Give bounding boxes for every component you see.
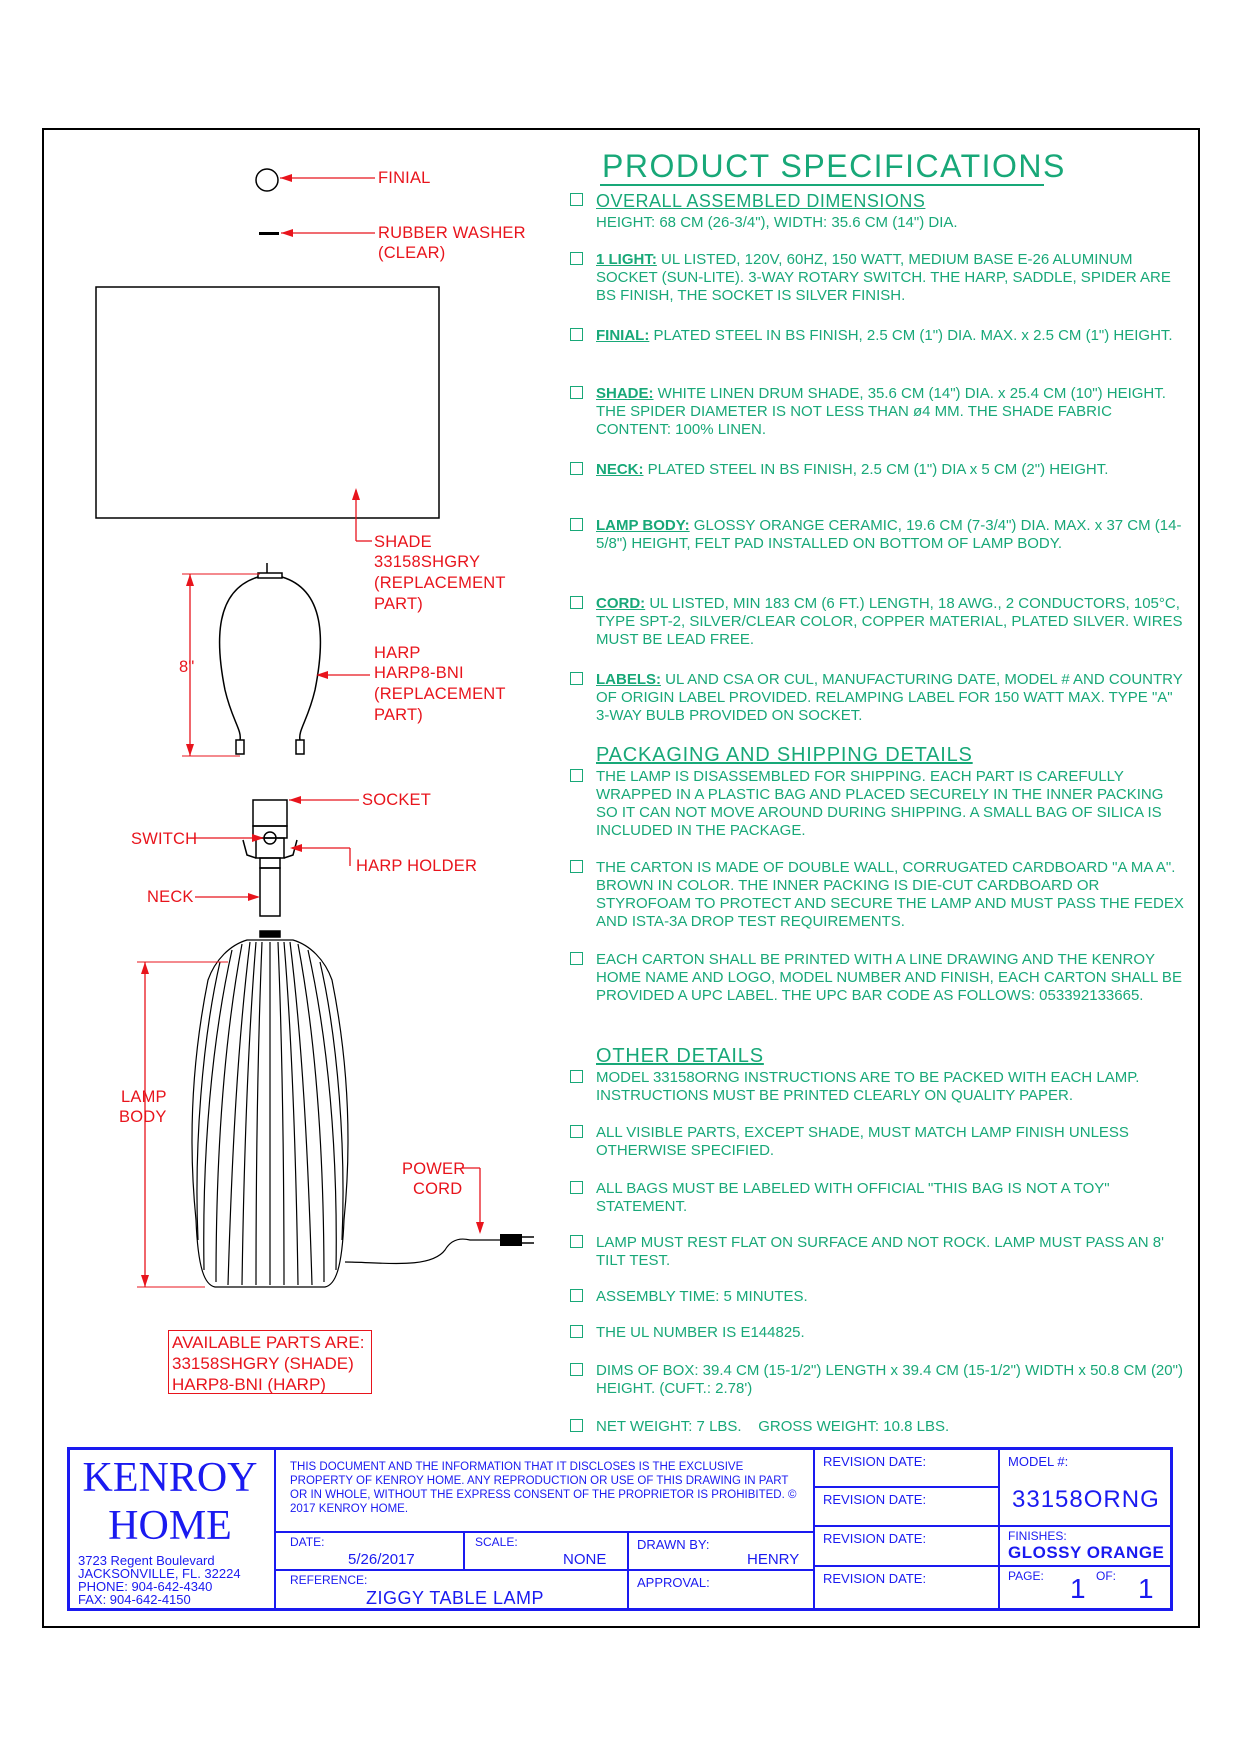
spec-item-light [570,251,1190,307]
company-address-1: 3723 Regent Boulevard [78,1553,215,1568]
checkbox-icon [570,462,583,475]
available-part-harp: HARP8-BNI (HARP) [172,1375,326,1394]
packaging-item-1 [570,768,1190,839]
other-item-8 [570,1418,1190,1438]
harp-holder-label: HARP HOLDER [356,857,478,875]
spec-text: PLATED STEEL IN BS FINISH, 2.5 CM (1") DIA x 5 CM (2") HEIGHT. [643,461,1109,478]
harp-label-1: HARP [374,644,421,662]
model-label: MODEL #: [1008,1454,1069,1469]
drawn-by-value: HENRY [747,1551,800,1568]
spec-key: LAMP BODY: [596,517,690,534]
packaging-item-2 [570,859,1190,933]
other-details-heading: OTHER DETAILS [596,1045,764,1067]
finishes-label: FINISHES: [1008,1529,1067,1543]
other-text: NET WEIGHT: 7 LBS. GROSS WEIGHT: 10.8 LBS. [596,1418,950,1435]
checkbox-icon [570,860,583,873]
washer-shape [259,232,279,235]
plug-shape [500,1234,522,1246]
product-specifications-title: PRODUCT SPECIFICATIONS [602,148,1066,184]
other-item-1 [570,1069,1190,1107]
spec-key: FINIAL: [596,327,650,344]
page-number: 1 [1070,1573,1086,1604]
shade-label-2: 33158SHGRY [374,553,481,571]
spec-key: NECK: [596,461,644,478]
approval-cell [629,1571,815,1608]
date-cell [276,1533,465,1571]
spec-item-cord [570,595,1190,651]
overall-dimensions-heading: OVERALL ASSEMBLED DIMENSIONS [596,191,926,211]
lamp-body-label-2: BODY [119,1108,167,1126]
available-parts-box [168,1330,372,1394]
checkbox-icon [570,672,583,685]
harp-label-3: (REPLACEMENT [374,685,506,703]
company-address-2: JACKSONVILLE, FL. 32224 [78,1566,241,1581]
spec-key: SHADE: [596,385,654,402]
reference-label: REFERENCE: [290,1573,368,1587]
spec-key: LABELS: [596,671,661,688]
harp-shape [220,563,321,754]
drawn-by-cell [629,1533,815,1571]
spec-item-lamp-body [570,517,1190,573]
revision-label: REVISION DATE: [823,1571,927,1586]
other-text: ASSEMBLY TIME: 5 MINUTES. [596,1288,808,1305]
notice-cell [276,1450,815,1533]
checkbox-icon [570,1289,583,1302]
harp-height-dimension: 8" [179,658,195,676]
spec-item-neck [570,461,1190,499]
finishes-cell [1000,1527,1170,1567]
lamp-body-shape [192,940,348,1287]
shade-label-4: PART) [374,595,423,613]
available-part-shade: 33158SHGRY (SHADE) [172,1354,354,1373]
finish-value: GLOSSY ORANGE [1008,1543,1165,1562]
other-item-6 [570,1324,1190,1344]
revision-cell-4 [815,1567,1000,1608]
checkbox-icon [570,328,583,341]
other-item-7 [570,1362,1190,1400]
date-label: DATE: [290,1535,325,1549]
packaging-text: THE CARTON IS MADE OF DOUBLE WALL, CORRUGATED CARDBOARD "A MA A". BROWN IN COLOR. THE INNER PACKING IS DIE-CUT CARDBOARD OR STYROFOAM TO PROTECT AND SECURE THE LAMP AND MUST PASS THE FEDEX AND ISTA-3A DROP TEST REQUIREMENTS. [596,859,1184,930]
checkbox-icon [570,769,583,782]
other-text: ALL BAGS MUST BE LABELED WITH OFFICIAL "THIS BAG IS NOT A TOY" STATEMENT. [596,1180,1110,1215]
spec-item-finial [570,327,1190,365]
other-text: MODEL 33158ORNG INSTRUCTIONS ARE TO BE PACKED WITH EACH LAMP. INSTRUCTIONS MUST BE PRINTED CLEARLY ON QUALITY PAPER. [596,1069,1140,1104]
harp-label-4: PART) [374,706,423,724]
checkbox-icon [570,386,583,399]
spec-text: UL LISTED, MIN 183 CM (6 FT.) LENGTH, 18 AWG., 2 CONDUCTORS, 105°C, TYPE SPT-2, SILVER/CLEAR COLOR, COPPER MATERIAL, PLATED SILVER. WIRES MUST BE LEAD FREE. [596,595,1183,648]
title-block [67,1447,1173,1611]
company-name-line1: KENROY [82,1455,258,1501]
other-text: LAMP MUST REST FLAT ON SURFACE AND NOT ROCK. LAMP MUST PASS AN 8' TILT TEST. [596,1234,1165,1269]
available-parts-heading: AVAILABLE PARTS ARE: [172,1333,365,1352]
spec-text: GLOSSY ORANGE CERAMIC, 19.6 CM (7-3/4") DIA. MAX. x 37 CM (14-5/8") HEIGHT, FELT PAD INSTALLED ON BOTTOM OF LAMP BODY. [596,517,1182,552]
spec-key: 1 LIGHT: [596,251,657,268]
revision-cell-2 [815,1488,1000,1527]
rubber-washer-sub-label: (CLEAR) [378,244,446,262]
switch-label: SWITCH [131,830,198,848]
of-label: OF: [1096,1569,1116,1583]
spec-item-labels [570,671,1190,727]
spec-text: UL AND CSA OR CUL, MANUFACTURING DATE, MODEL # AND COUNTRY OF ORIGIN LABEL PROVIDED. RELAMPING LABEL FOR 150 WATT MAX. TYPE "A" 3-WAY BULB PROVIDED ON SOCKET. [596,671,1183,724]
checkbox-icon [570,1181,583,1194]
other-item-3 [570,1180,1190,1218]
scale-value: NONE [563,1551,607,1568]
model-number: 33158ORNG [1012,1486,1160,1513]
spec-text: WHITE LINEN DRUM SHADE, 35.6 CM (14") DIA. x 25.4 CM (10") HEIGHT. THE SPIDER DIAMETER IS NOT LESS THAN ø4 MM. THE SHADE FABRIC CONTENT: 100% LINEN. [596,385,1166,438]
other-item-5 [570,1288,1190,1308]
packaging-heading: PACKAGING AND SHIPPING DETAILS [596,744,973,766]
drawn-by-label: DRAWN BY: [637,1537,710,1552]
rubber-washer-label: RUBBER WASHER [378,224,526,242]
socket-label: SOCKET [362,791,432,809]
power-cord-label-2: CORD [413,1180,463,1198]
checkbox-icon [570,596,583,609]
checkbox-icon [570,1419,583,1432]
date-value: 5/26/2017 [348,1551,415,1568]
reference-value: ZIGGY TABLE LAMP [366,1588,545,1608]
spec-item-shade [570,385,1190,441]
checkbox-icon [570,1325,583,1338]
spec-text: PLATED STEEL IN BS FINISH, 2.5 CM (1") DIA. MAX. x 2.5 CM (1") HEIGHT. [649,327,1173,344]
page-label: PAGE: [1008,1569,1044,1583]
copyright-notice: THIS DOCUMENT AND THE INFORMATION THAT IT DISCLOSES IS THE EXCLUSIVE PROPERTY OF KENROY HOME. ANY REPRODUCTION OR USE OF THIS DRAWING IN PART OR IN WHOLE, WITHOUT THE EXPRESS CONSENT OF THE PROPRIETOR IS PROHIBITED. © 2017 KENROY HOME. [290,1461,797,1515]
other-text: DIMS OF BOX: 39.4 CM (15-1/2") LENGTH x 39.4 CM (15-1/2") WIDTH x 50.8 CM (20") HEIGHT. (CUFT.: 2.78') [596,1362,1183,1397]
revision-cell-1 [815,1450,1000,1488]
checkbox-icon [570,1070,583,1083]
revision-label: REVISION DATE: [823,1492,927,1507]
company-name-line2: HOME [108,1503,232,1549]
reference-cell [276,1571,629,1608]
overall-dimensions-text: HEIGHT: 68 CM (26-3/4"), WIDTH: 35.6 CM (14") DIA. [596,214,958,231]
packaging-text: EACH CARTON SHALL BE PRINTED WITH A LINE DRAWING AND THE KENROY HOME NAME AND LOGO, MODEL NUMBER AND FINISH, EACH CARTON SHALL BE PROVIDED A UPC LABEL. THE UPC BAR CODE AS FOLLOWS: 053392133665. [596,951,1182,1004]
packaging-text: THE LAMP IS DISASSEMBLED FOR SHIPPING. EACH PART IS CAREFULLY WRAPPED IN A PLASTIC BAG AND PLACED SECURELY IN THE INNER PACKING SO IT CAN NOT MOVE AROUND DURING SHIPPING. A SMALL BAG OF SILICA IS INCLUDED IN THE PACKAGE. [596,768,1164,839]
checkbox-icon [570,952,583,965]
checkbox-icon [570,518,583,531]
revision-label: REVISION DATE: [823,1454,927,1469]
other-item-4 [570,1234,1190,1272]
other-item-2 [570,1124,1190,1162]
revision-label: REVISION DATE: [823,1531,927,1546]
checkbox-icon [570,1363,583,1376]
title-underline [600,184,1044,186]
socket-shape [243,800,297,937]
spec-text: UL LISTED, 120V, 60HZ, 150 WATT, MEDIUM BASE E-26 ALUMINUM SOCKET (SUN-LITE). 3-WAY ROTARY SWITCH. THE HARP, SADDLE, SPIDER ARE BS FINISH, THE SOCKET IS SILVER FINISH. [596,251,1171,304]
shade-label-1: SHADE [374,533,432,551]
page-total: 1 [1138,1573,1154,1604]
checkbox-icon [570,193,583,206]
shade-shape [96,287,439,518]
company-fax: FAX: 904-642-4150 [78,1592,191,1607]
spec-key: CORD: [596,595,646,612]
scale-label: SCALE: [475,1535,518,1549]
checkbox-icon [570,252,583,265]
page-cell [1000,1567,1170,1608]
revision-cell-3 [815,1527,1000,1567]
checkbox-icon [570,1235,583,1248]
scale-cell [465,1533,629,1571]
finial-shape [256,169,278,191]
neck-label: NECK [147,888,194,906]
approval-label: APPROVAL: [637,1575,710,1590]
model-cell [1000,1450,1170,1527]
packaging-item-3 [570,951,1190,1025]
lamp-body-label-1: LAMP [121,1088,167,1106]
harp-label-2: HARP8-BNI [374,664,464,682]
power-cord-label-1: POWER [402,1160,466,1178]
cord-shape [345,1239,500,1264]
checkbox-icon [570,1125,583,1138]
finial-label: FINIAL [378,169,431,187]
shade-label-3: (REPLACEMENT [374,574,506,592]
other-text: THE UL NUMBER IS E144825. [596,1324,805,1341]
other-text: ALL VISIBLE PARTS, EXCEPT SHADE, MUST MATCH LAMP FINISH UNLESS OTHERWISE SPECIFIED. [596,1124,1129,1159]
company-cell [70,1450,276,1608]
company-phone: PHONE: 904-642-4340 [78,1579,213,1594]
